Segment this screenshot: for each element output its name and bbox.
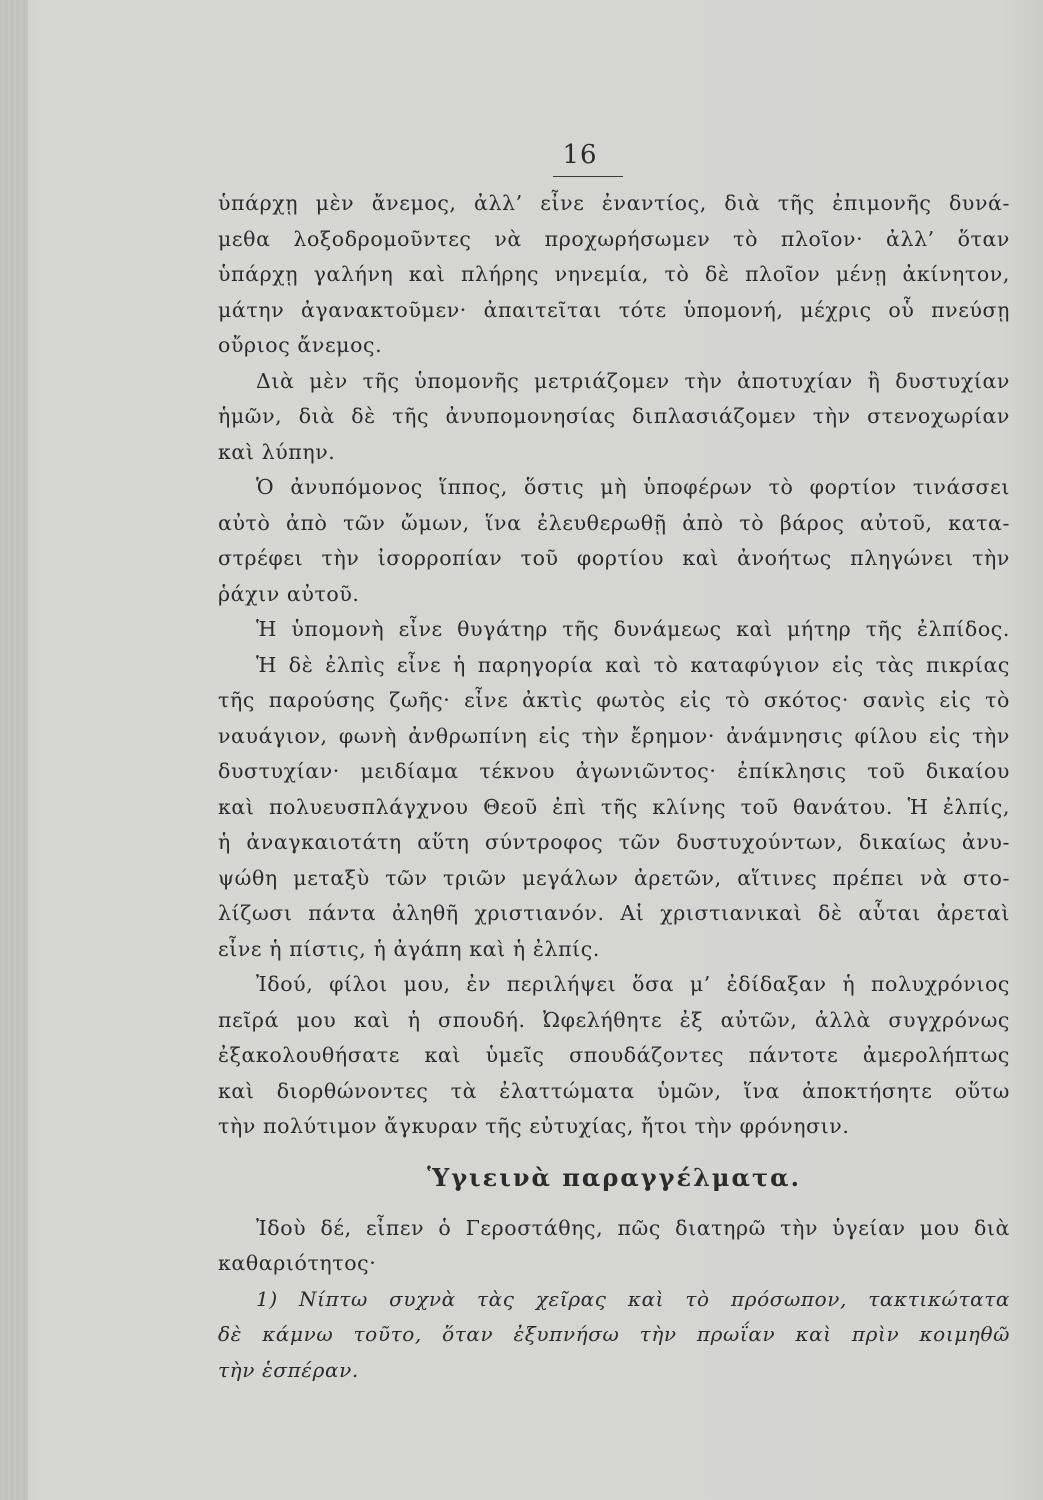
text-line: ῥάχιν αὐτοῦ. — [218, 581, 360, 606]
text-line: καὶ πολυευσπλάγχνου Θεοῦ ἐπὶ τῆς κλίνης τοῦ θανάτου. Ἡ ἐλπίς, — [218, 794, 1010, 819]
text-line: ψώθη μεταξὺ τῶν τριῶν μεγάλων ἀρετῶν, αἵτινες πρέπει νὰ στο- — [218, 865, 1010, 890]
body-text — [218, 186, 1010, 1388]
text-line: τὴν ἑσπέραν. — [218, 1357, 359, 1382]
text-line: ὑπάρχῃ γαλήνη καὶ πλήρης νηνεμία, τὸ δὲ πλοῖον μένῃ ἀκίνητον, — [218, 262, 1010, 286]
text-line: ὑπάρχῃ μὲν ἄνεμος, ἀλλ’ εἶνε ἐναντίος, διὰ τῆς ἐπιμονῆς δυνά- — [218, 191, 1010, 215]
text-line: δυστυχίαν· μειδίαμα τέκνου ἀγωνιῶντος· ἐπίκλησις τοῦ δικαίου — [218, 759, 1010, 783]
text-line: Διὰ μὲν τῆς ὑπομονῆς μετριάζομεν τὴν ἀποτυχίαν ἢ δυστυχίαν — [256, 368, 1010, 393]
section-heading-wrap — [218, 1145, 1010, 1211]
text-line: Ἰδοὺ δέ, εἶπεν ὁ Γεροστάθης, πῶς διατηρῶ τὴν ὑγείαν μου διὰ — [256, 1215, 1010, 1240]
text-line: καθαριότητος· — [218, 1251, 377, 1275]
text-line: 1) Νίπτω συχνὰ τὰς χεῖρας καὶ τὸ πρόσωπον, τακτικώτατα — [256, 1286, 1010, 1311]
text-line: στρέφει τὴν ἰσορροπίαν τοῦ φορτίου καὶ ἀνοήτως πληγώνει τὴν — [218, 546, 1010, 570]
text-line: πεῖρά μου καὶ ἡ σπουδή. Ὠφελήθητε ἐξ αὐτῶν, ἀλλὰ συγχρόνως — [218, 1007, 1010, 1032]
text-line: μεθα λοξοδρομοῦντες νὰ προχωρήσωμεν τὸ πλοῖον· ἀλλ’ ὅταν — [218, 226, 1010, 251]
page-number-rule — [553, 176, 623, 177]
rule-1-paragraph — [218, 1282, 1010, 1389]
text-line: καὶ λύπην. — [218, 439, 336, 464]
text-line: αὐτὸ ἀπὸ τῶν ὤμων, ἵνα ἐλευθερωθῇ ἀπὸ τὸ βάρος αὐτοῦ, κατα- — [218, 510, 1010, 535]
text-line: ἐξακολουθήσατε καὶ ὑμεῖς σπουδάζοντες πάντοτε ἀμερολήπτως — [218, 1043, 1010, 1067]
text-line: εἶνε ἡ πίστις, ἡ ἀγάπη καὶ ἡ ἐλπίς. — [218, 936, 600, 961]
text-line: Ὁ ἀνυπόμονος ἵππος, ὅστις μὴ ὑποφέρων τὸ φορτίον τινάσσει — [256, 475, 1010, 499]
body-paragraphs — [218, 186, 1010, 1145]
text-line: ἡμῶν, διὰ δὲ τῆς ἀνυπομονησίας διπλασιάζομεν τὴν στενοχωρίαν — [218, 404, 1010, 428]
text-line: Ἡ ὑπομονὴ εἶνε θυγάτηρ τῆς δυνάμεως καὶ μήτηρ τῆς ἐλπίδος. — [256, 617, 1010, 641]
section-heading: Ὑγιεινὰ παραγγέλματα. — [427, 1163, 801, 1192]
text-line: λίζωσι πάντα ἀληθῆ χριστιανόν. Αἱ χριστιανικαὶ δὲ αὗται ἀρεταὶ — [218, 901, 1010, 925]
text-line: δὲ κάμνω τοῦτο, ὅταν ἐξυπνήσω τὴν πρωΐαν καὶ πρὶν κοιμηθῶ — [218, 1322, 1010, 1346]
text-line: μάτην ἀγανακτοῦμεν· ἀπαιτεῖται τότε ὑπομονή, μέχρις οὗ πνεύσῃ — [218, 297, 1010, 322]
text-line: καὶ διορθώνοντες τὰ ἐλαττώματα ὑμῶν, ἵνα ἀποκτήσητε οὕτω — [218, 1078, 1010, 1103]
text-line: τῆς παρούσης ζωῆς· εἶνε ἀκτὶς φωτὸς εἰς τὸ σκότος· σανὶς εἰς τὸ — [218, 688, 1010, 712]
intro-paragraph — [218, 1211, 1010, 1282]
text-line: τὴν πολύτιμον ἄγκυραν τῆς εὐτυχίας, ἤτοι τὴν φρόνησιν. — [218, 1114, 850, 1138]
text-line: Ἡ δὲ ἐλπὶς εἶνε ἡ παρηγορία καὶ τὸ καταφύγιον εἰς τὰς πικρίας — [256, 652, 1010, 677]
text-line: οὔριος ἄνεμος. — [218, 333, 383, 357]
page-binding-edge — [0, 0, 28, 1500]
text-line: Ἰδού, φίλοι μου, ἐν περιλήψει ὅσα μ’ ἐδίδαξαν ἡ πολυχρόνιος — [256, 972, 1010, 996]
text-line: ἡ ἀναγκαιοτάτη αὕτη σύντροφος τῶν δυστυχούντων, δικαίως ἀνυ- — [218, 830, 1010, 854]
page-number: 16 — [562, 140, 598, 170]
text-line: ναυάγιον, φωνὴ ἀνθρωπίνη εἰς τὴν ἔρημον· ἀνάμνησις φίλου εἰς τὴν — [218, 723, 1010, 748]
